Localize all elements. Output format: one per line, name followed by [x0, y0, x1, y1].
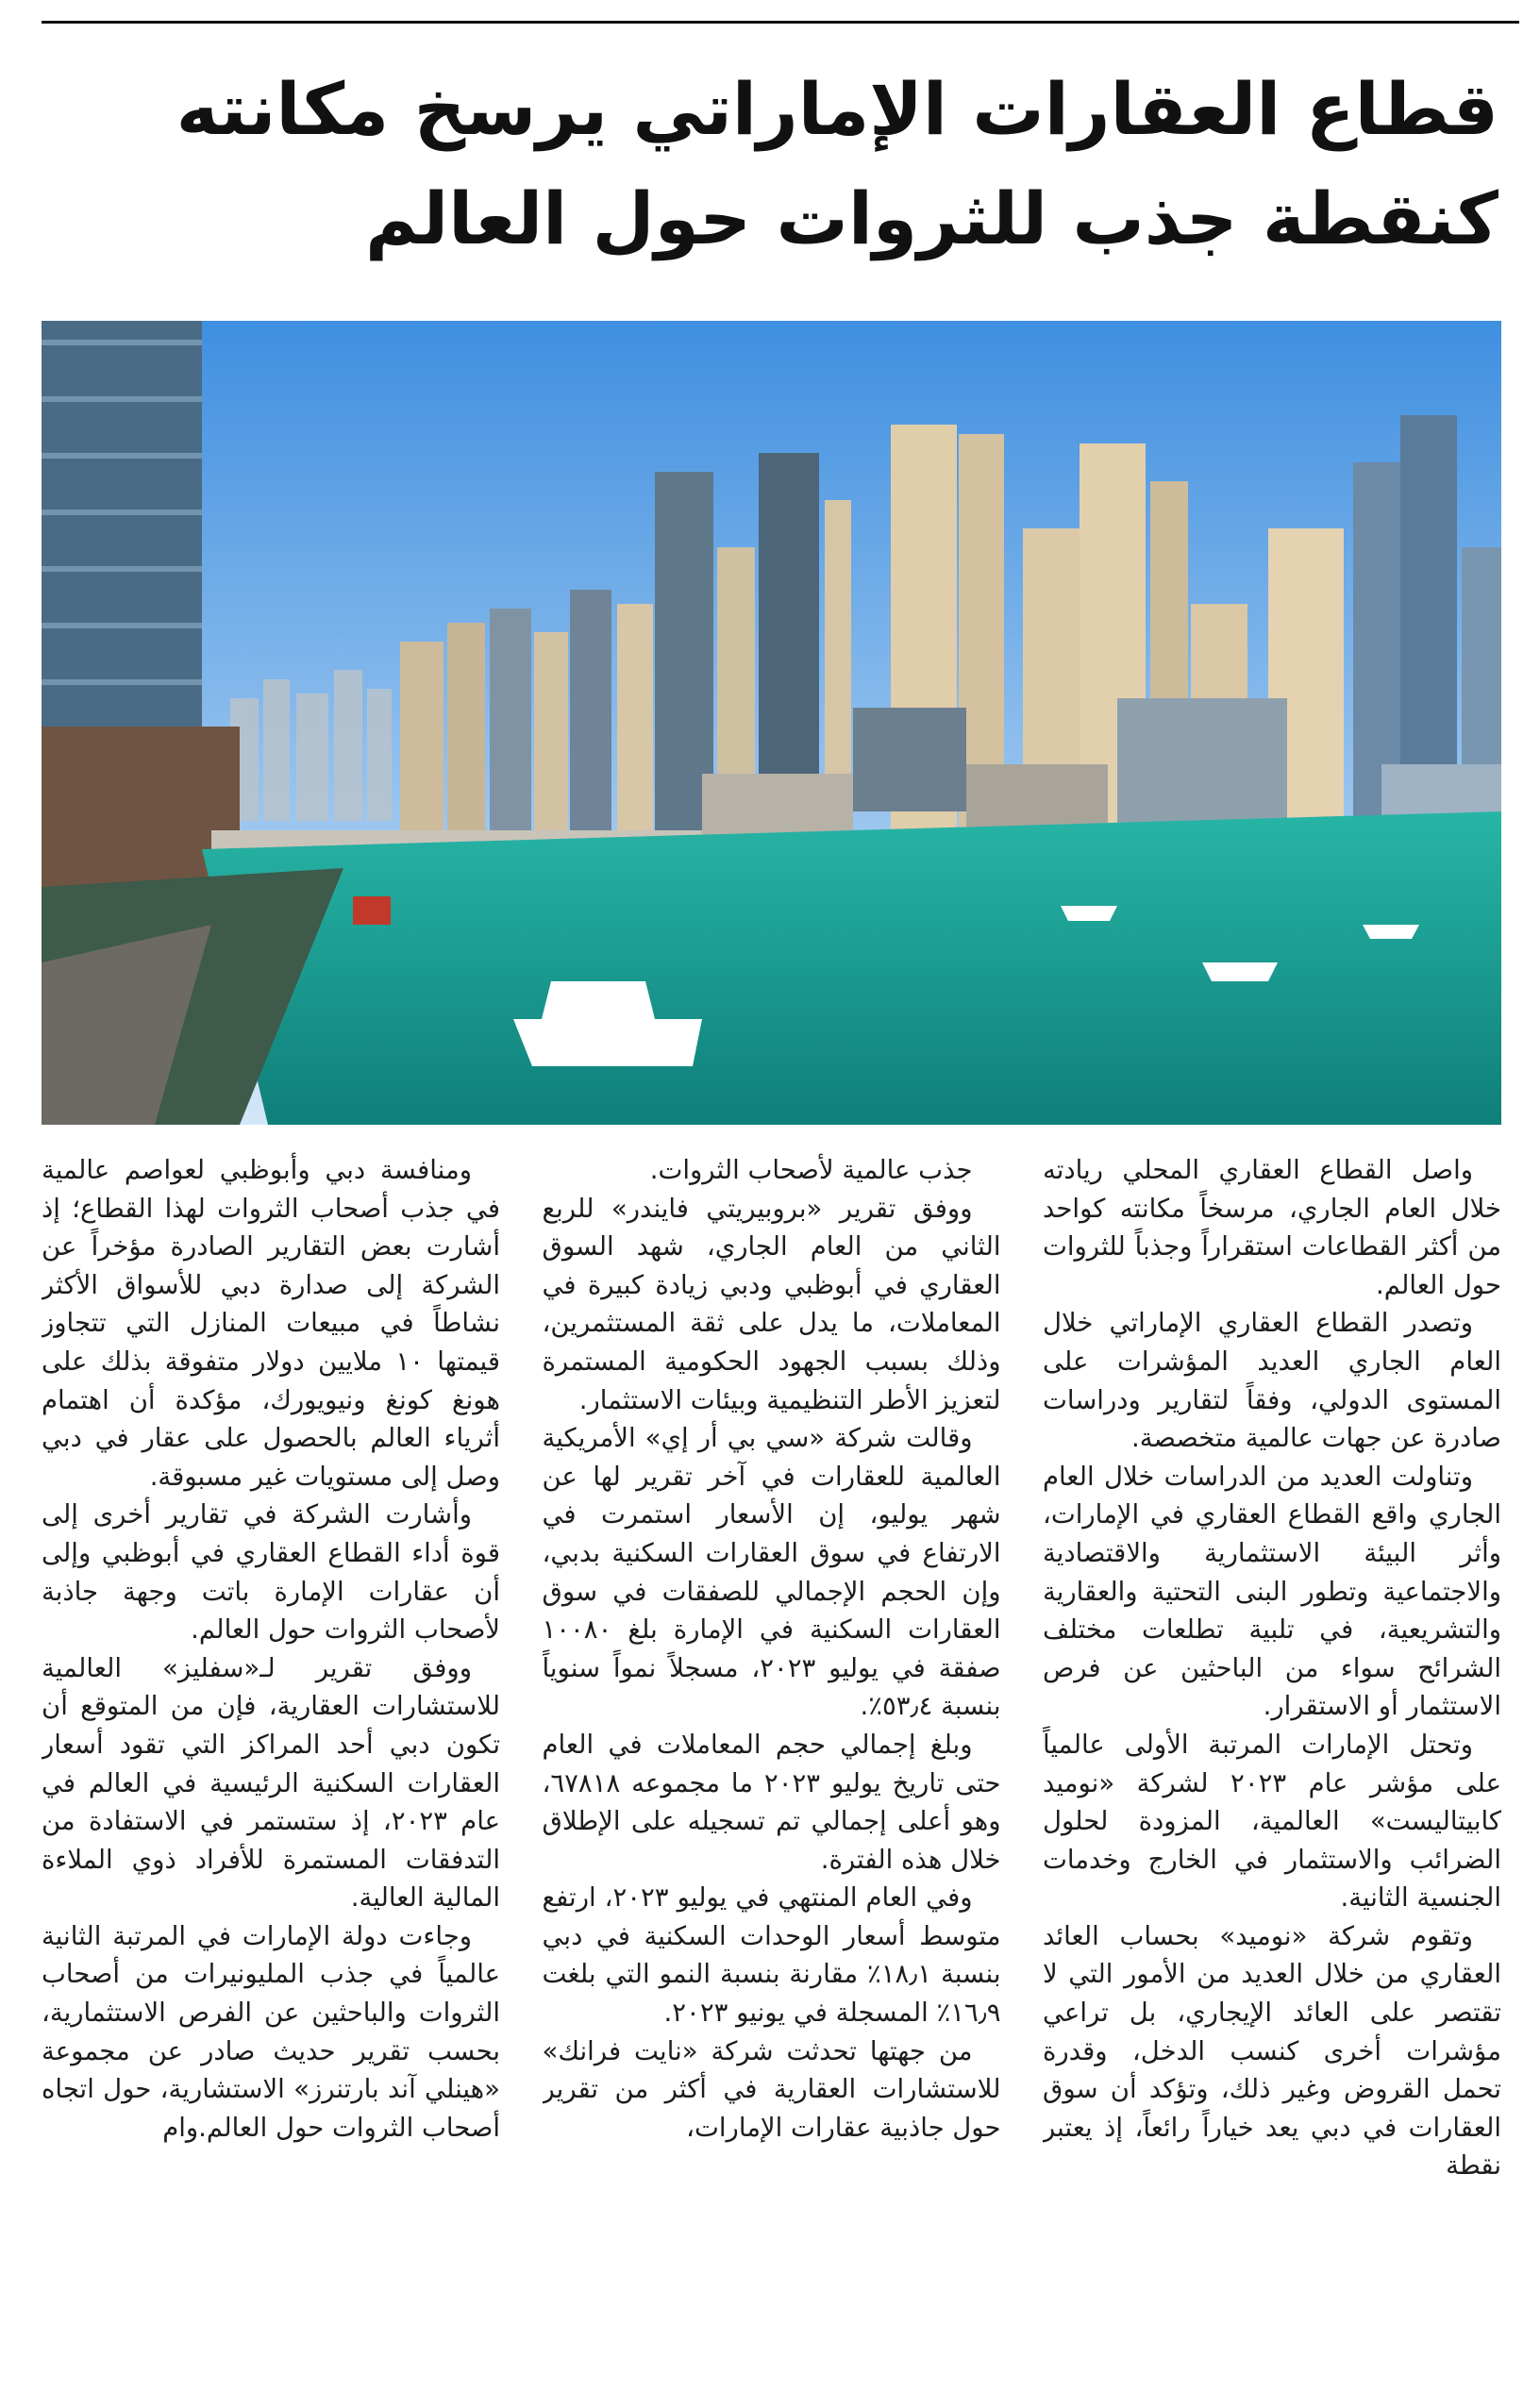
paragraph: وتقوم شركة «نوميد» بحساب العائد العقاري من خلال العديد من الأمور التي لا تقتصر على العائد الإيجاري، بل تراعي مؤشرات أخرى كنسب الدخل، وقدرة تحمل القروض وغير ذلك، وتؤكد أن سوق العقارات في دبي يعد خياراً رائعاً، إذ يعتبر نقطة [1043, 1920, 1501, 2182]
paragraph: وقالت شركة «سي بي أر إي» الأمريكية العالمية للعقارات في آخر تقرير لها عن شهر يوليو، إن الأسعار استمرت في الارتفاع في سوق العقارات السكنية بدبي، وإن الحجم الإجمالي للصفقات في سوق العقارات السكنية في الإمارة بلغ ١٠٠٨٠ صفقة في يوليو ٢٠٢٣، مسجلاً نمواً سنوياً بنسبة ٥٣٫٤٪. [542, 1423, 1001, 1722]
paragraph: وأشارت الشركة في تقارير أخرى إلى قوة أداء القطاع العقاري في أبوظبي وإلى أن عقارات الإمارة باتت وجهة جاذبة لأصحاب الثروات حول العالم. [42, 1499, 500, 1646]
paragraph: ومنافسة دبي وأبوظبي لعواصم عالمية في جذب أصحاب الثروات لهذا القطاع؛ إذ أشارت بعض التقارير الصادرة مؤخراً عن الشركة إلى صدارة دبي للأسواق الأكثر نشاطاً في مبيعات المنازل التي تتجاوز قيمتها ١٠ ملايين دولار متفوقة بذلك على هونغ كونغ ونيويورك، مؤكدة أن اهتمام أثرياء العالم بالحصول على عقار في دبي وصل إلى مستويات غير مسبوقة. [42, 1155, 500, 1492]
article-column-1 [1043, 1151, 1501, 2378]
paragraph: وتحتل الإمارات المرتبة الأولى عالمياً على مؤشر عام ٢٠٢٣ لشركة «نوميد كابيتاليست» العالمية، المزودة لحلول الضرائب والاستثمار في الخارج وخدمات الجنسية الثانية. [1043, 1729, 1501, 1914]
paragraph: جذب عالمية لأصحاب الثروات. [649, 1155, 973, 1185]
paragraph: وتصدر القطاع العقاري الإماراتي خلال العام الجاري العديد المؤشرات على المستوى الدولي، وفقاً لتقارير ودراسات صادرة عن جهات عالمية متخصصة. [1043, 1308, 1501, 1454]
article-column-3 [42, 1151, 500, 2378]
headline: قطاع العقارات الإماراتي يرسخ مكانته كنقطة جذب للثروات حول العالم [176, 67, 1498, 260]
paragraph: وفي العام المنتهي في يوليو ٢٠٢٣، ارتفع متوسط أسعار الوحدات السكنية في دبي بنسبة ١٨٫١٪ مقارنة بنسبة النمو التي بلغت ١٦٫٩٪ المسجلة في يونيو ٢٠٢٣. [542, 1882, 1001, 2029]
paragraph: وبلغ إجمالي حجم المعاملات في العام حتى تاريخ يوليو ٢٠٢٣ ما مجموعه ٦٧٨١٨، وهو أعلى إجمالي تم تسجيله على الإطلاق خلال هذه الفترة. [542, 1729, 1001, 1875]
paragraph: من جهتها تحدثت شركة «نايت فرانك» للاستشارات العقارية في أكثر من تقرير حول جاذبية عقارات الإمارات، [542, 2035, 1001, 2143]
paragraph: وجاءت دولة الإمارات في المرتبة الثانية عالمياً في جذب المليونيرات من أصحاب الثروات والباحثين عن الفرص الاستثمارية، بحسب تقرير حديث صادر عن مجموعة «هينلي آند بارتنرز» الاستشارية، حول اتجاه أصحاب الثروات حول العالم.وام [42, 1920, 500, 2143]
paragraph: ووفق تقرير «بروبيريتي فايندر» للربع الثاني من العام الجاري، شهد السوق العقاري في أبوظبي ودبي زيادة كبيرة في المعاملات، ما يدل على ثقة المستثمرين، وذلك بسبب الجهود الحكومية المستمرة لتعزيز الأطر التنظيمية وبيئات الاستثمار. [542, 1193, 1001, 1415]
dubai-marina-photo [42, 321, 1501, 1125]
top-rule [42, 21, 1519, 24]
article-columns [42, 1151, 1501, 2378]
dubai-marina-icon [42, 321, 1501, 1125]
paragraph: واصل القطاع العقاري المحلي ريادته خلال العام الجاري، مرسخاً مكانته كواحد من أكثر القطاعات استقراراً وجذباً للثروات حول العالم. [1043, 1155, 1501, 1300]
paragraph: ووفق تقرير لـ«سفليز» العالمية للاستشارات العقارية، فإن من المتوقع أن تكون دبي أحد المراكز التي تقود أسعار العقارات السكنية الرئيسية في العالم في عام ٢٠٢٣، إذ ستستمر في الاستفادة من التدفقات المستمرة للأفراد ذوي الملاءة المالية العالية. [42, 1652, 500, 1914]
paragraph: وتناولت العديد من الدراسات خلال العام الجاري واقع القطاع العقاري في الإمارات، وأثر البيئة الاستثمارية والاقتصادية والاجتماعية وتطور البنى التحتية والعقارية والتشريعية، في تلبية تطلعات مختلف الشرائح سواء من الباحثين عن فرص الاستثمار أو الاستقرار. [1043, 1461, 1501, 1722]
article-column-2 [543, 1151, 1001, 2378]
